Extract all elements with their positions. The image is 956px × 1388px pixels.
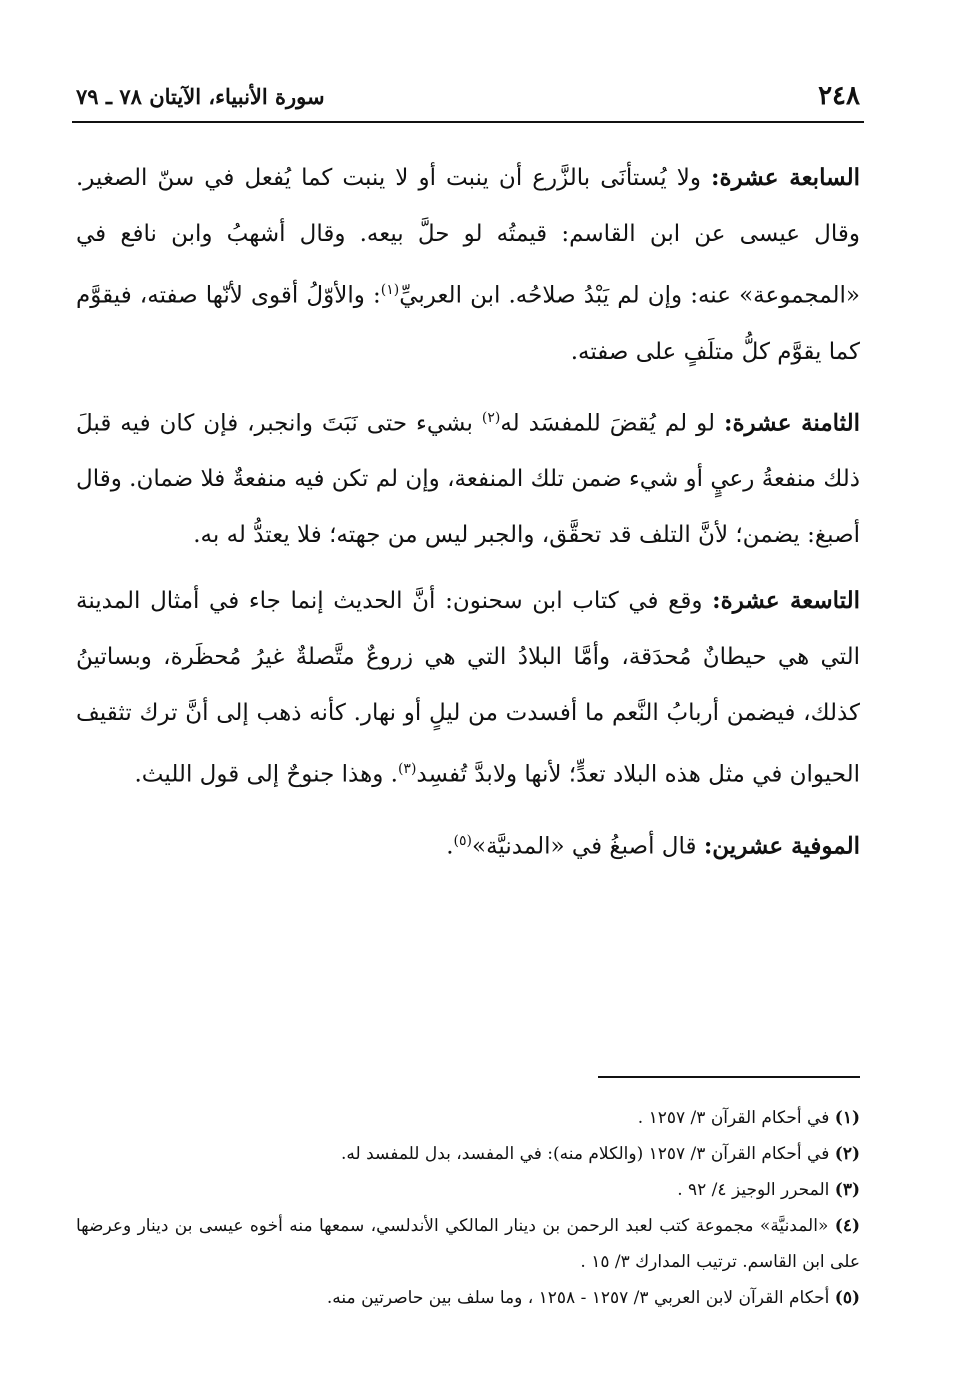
paragraph-lead: الموفية عشرين: — [703, 832, 860, 860]
footnote-number: (٤) — [834, 1216, 860, 1236]
footnote-ref: (٢) — [481, 409, 501, 426]
footnote-rule — [598, 1076, 860, 1078]
paragraph-20 — [76, 813, 860, 875]
running-title: سورة الأنبياء، الآيتان ٧٨ ـ ٧٩ — [76, 83, 325, 109]
paragraph-lead: الثامنة عشرة: — [723, 409, 861, 437]
footnote-text: في أحكام القرآن ٣/ ١٢٥٧ . — [637, 1108, 830, 1128]
page-header — [76, 76, 860, 116]
footnote-text: «المدنيَّة» مجموعة كتب لعبد الرحمن بن دينار المالكي الأندلسي، سمعها منه أخوه عيسى بن دينار وعرضها على ابن القاسم. ترتيب المدارك ٣/ ١٥ . — [76, 1216, 860, 1272]
footnote-text: المحرر الوجيز ٤/ ٩٢ . — [677, 1180, 830, 1200]
page-number: ٢٤٨ — [818, 81, 860, 111]
paragraph-19 — [76, 573, 860, 803]
main-text — [76, 150, 860, 885]
footnote-ref: (٥) — [453, 832, 472, 849]
footnote-number: (٥) — [834, 1288, 860, 1308]
footnote-item — [76, 1172, 860, 1208]
paragraph-text: ولا يُستأنَى بالزَّرع أن ينبت أو لا ينبت كما يُفعل في سنّ الصغير. وقال عيسى عن ابن القاسم: قيمتُه لو حلَّ بيعه. وقال أشهبُ وابن نافع في «المجموعة» عنه: وإن لم يَبْدُ صلاحُه. ابن العربيِّ — [76, 165, 860, 309]
footnotes-list — [76, 1100, 860, 1316]
footnote-number: (١) — [834, 1108, 860, 1128]
paragraph-18 — [76, 390, 860, 564]
paragraph-text: قال أصبغُ في «المدنيَّة» — [472, 833, 704, 860]
paragraph-text-after: . وهذا جنوحٌ إلى قول الليث. — [134, 761, 398, 788]
paragraph-text-after: . — [446, 833, 454, 860]
footnote-text: أحكام القرآن لابن العربي ٣/ ١٢٥٧ - ١٢٥٨ ، وما سلف بين حاصرتين منه. — [326, 1288, 830, 1308]
paragraph-text: لو لم يُقضَ للمفسَد له — [500, 410, 724, 437]
paragraph-text-after: بشيء حتى نَبَتَ وانجبر، فإن كان فيه قبلَ ذلك منفعةُ رعيٍ أو شيء ضمن تلك المنفعة، وإن لم تكن فيه منفعةٌ فلا ضمان. وقال أصبغ: يضمن؛ لأنَّ التلف قد تحقَّق، والجبر ليس من جهته؛ فلا يعتدُّ له به. — [76, 410, 860, 549]
footnote-number: (٢) — [834, 1144, 860, 1164]
footnote-item — [76, 1136, 860, 1172]
footnote-number: (٣) — [834, 1180, 860, 1200]
footnote-ref: (١) — [380, 282, 400, 298]
header-rule — [72, 121, 864, 123]
paragraph-text: وقع في كتاب ابن سحنون: أنَّ الحديث إنما جاء في أمثال المدينة التي هي حيطانٌ مُحدَقة، وأمَّا البلادُ التي هي زروعٌ متَّصلةٌ غيرُ مُحظَرة، وبساتينُ كذلك، فيضمن أربابُ النَّعم ما أفسدت من ليلٍ أو نهار. كأنه ذهب إلى أنَّ ترك تثقيف الحيوان في مثل هذه البلاد تعدٍّ؛ لأنها ولابدَّ تُفسِد — [76, 588, 860, 788]
paragraph-text-after: : والأوّلُ أقوى لأنّها صفته، فيقوَّم كما يقوَّم كلُّ متلَفٍ على صفته. — [76, 282, 860, 365]
footnote-ref: (٣) — [397, 761, 417, 778]
footnote-item — [76, 1208, 860, 1280]
footnote-item — [76, 1100, 860, 1136]
paragraph-17 — [76, 150, 860, 380]
footnote-item — [76, 1280, 860, 1316]
paragraph-lead: السابعة عشرة: — [711, 164, 861, 191]
paragraph-lead: التاسعة عشرة: — [712, 587, 860, 615]
footnote-text: في أحكام القرآن ٣/ ١٢٥٧ (والكلام منه): في المفسد، بدل للمفسد له. — [341, 1144, 830, 1164]
